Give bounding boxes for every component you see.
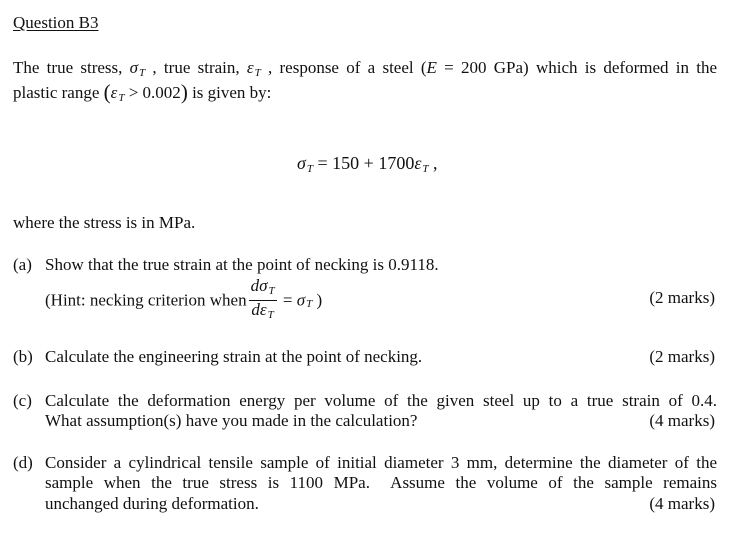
fraction-denominator: $d\varepsilon_T$ (251, 300, 274, 321)
intro-line-1 (13, 58, 717, 83)
sigma-symbol: σ (296, 290, 306, 310)
equation-body: = 150 + 1700 (313, 153, 415, 173)
subscript-t: T (422, 163, 429, 175)
part-c-line-1: Calculate the deformation energy per volume of the given steel up to a true strain of 0.4. (45, 391, 717, 410)
part-label: (c) (13, 391, 32, 410)
epsilon-symbol: ε (246, 58, 254, 77)
modulus-symbol: E (426, 58, 437, 77)
part-a-question (13, 255, 439, 275)
units-note: where the stress is in MPa. (13, 213, 196, 232)
intro-text: The true stress, (13, 58, 130, 77)
intro-line-2 (13, 82, 271, 108)
part-d-marks: (4 marks) (649, 494, 715, 513)
part-d-line-2-wrap (45, 473, 717, 493)
part-a-text: Show that the true strain at the point of necking is 0.9118. (45, 255, 439, 274)
hint-prefix: (Hint: necking criterion when (45, 290, 247, 310)
part-label: (b) (13, 347, 33, 366)
part-label: (d) (13, 453, 33, 472)
part-a-marks: (2 marks) (649, 288, 715, 307)
hint-close: ) (312, 290, 323, 310)
part-d-line-2: sample when the true stress is 1100 MPa. Assume the volume of the sample remains (45, 473, 717, 492)
sigma-symbol: σ (297, 153, 306, 173)
question-title: Question B3 (13, 13, 99, 32)
derivative-fraction (249, 277, 277, 324)
part-d-line-1: Consider a cylindrical tensile sample of initial diameter 3 mm, determine the diameter of the (45, 453, 717, 472)
subscript-t: T (139, 67, 146, 79)
sigma-symbol: σ (129, 58, 139, 77)
intro-text: plastic range (13, 83, 104, 102)
hint-equals: = (278, 290, 297, 310)
intro-text: is given by: (187, 83, 272, 102)
part-b-question (13, 347, 422, 367)
paren-open: ( (103, 80, 111, 104)
epsilon-symbol: ε (110, 83, 118, 102)
epsilon-symbol: ε (414, 153, 422, 173)
intro-text: , true strain, (145, 58, 247, 77)
part-d-question (13, 453, 717, 473)
fraction-numerator: $d\sigma_T$ (249, 277, 277, 301)
part-b-marks: (2 marks) (649, 347, 715, 366)
part-c-marks: (4 marks) (649, 411, 715, 430)
intro-text: , response of a steel ( (260, 58, 427, 77)
subscript-t: T (254, 67, 261, 79)
paren-close: ) (180, 80, 188, 104)
part-b-text: Calculate the engineering strain at the point of necking. (45, 347, 423, 366)
part-c-question (13, 391, 717, 411)
strain-threshold: > 0.002 (124, 83, 181, 102)
part-a-hint (45, 277, 322, 324)
subscript-t: T (306, 163, 314, 175)
part-c-line-2: What assumption(s) have you made in the calculation? (45, 411, 418, 430)
subscript-t: T (118, 92, 125, 104)
subscript-t: T (306, 298, 313, 311)
intro-text: = 200 GPa) which is deformed in the (436, 58, 718, 77)
equation-end: , (428, 153, 438, 173)
part-label: (a) (13, 255, 32, 274)
part-d-line-3: unchanged during deformation. (45, 494, 259, 513)
stress-strain-equation (297, 153, 438, 175)
